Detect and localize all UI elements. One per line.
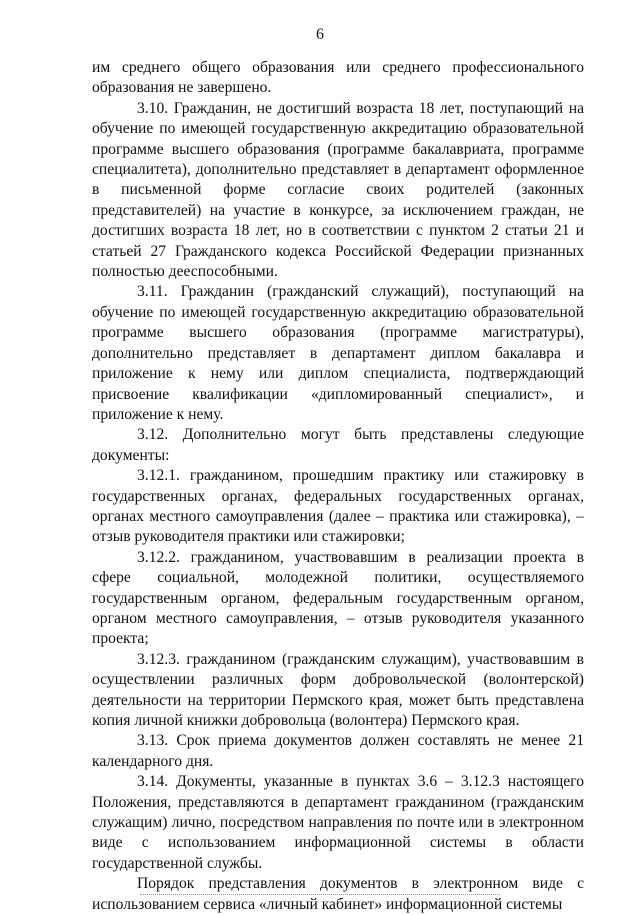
paragraph-continuation: им среднего общего образования или среднего профессионального образования не завершено. [92, 59, 584, 97]
scan-edge-line [140, 894, 500, 896]
paragraph-3-11: 3.11. Гражданин (гражданский служащий), поступающий на обучение по имеющей государственную аккредитацию образовательной программе высшего образования (программе магистратуры), дополнительно представляет в департамент диплом бакалавра и приложение к нему или диплом специалиста, подтверждающий присвоение квалификации «дипломированный специалист», и приложение к нему. [92, 283, 584, 423]
paragraph-3-14: 3.14. Документы, указанные в пунктах 3.6 – 3.12.3 настоящего Положения, представляются в департамент гражданином (гражданским служащим) лично, посредством направления по почте или в электронном виде с использованием информационной системы в области государственной службы. [92, 773, 584, 872]
paragraph-3-12-2: 3.12.2. гражданином, участвовавшим в реализации проекта в сфере социальной, молодежной политики, осуществляемого государственным органом, федеральным государственным органом, органом местного самоуправления, – отзыв руководителя указанного проекта; [92, 548, 584, 648]
document-body [92, 58, 584, 915]
paragraph-3-10: 3.10. Гражданин, не достигший возраста 18 лет, поступающий на обучение по имеющей государственную аккредитацию образовательной программе высшего образования (программе бакалавриата, программе специалитета), дополнительно представляет в департамент оформленное в письменной форме согласие своих родителей (законных представителей) на участие в конкурсе, за исключением граждан, не достигших возраста 18 лет, но в соответствии с пунктом 2 статьи 21 и статьей 27 Гражданского кодекса Российской Федерации признанных полностью дееспособными. [92, 99, 584, 281]
paragraph-3-13: 3.13. Срок приема документов должен составлять не менее 21 календарного дня. [92, 732, 584, 770]
paragraph-3-12-1: 3.12.1. гражданином, прошедшим практику или стажировку в государственных органах, федеральных государственных органах, органах местного самоуправления (далее – практика или стажировка), – отзыв руководителя практики или стажировки; [92, 467, 584, 546]
paragraph-procedure: Порядок представления документов в электронном виде с использованием сервиса «личный кабинет» информационной системы [92, 875, 584, 913]
page-number: 6 [316, 26, 324, 43]
paragraph-3-12: 3.12. Дополнительно могут быть представлены следующие документы: [92, 426, 584, 464]
paragraph-3-12-3: 3.12.3. гражданином (гражданским служащим), участвовавшим в осуществлении различных форм добровольческой (волонтерской) деятельности на территории Пермского края, может быть представлена копия личной книжки добровольца (волонтера) Пермского края. [92, 650, 584, 729]
